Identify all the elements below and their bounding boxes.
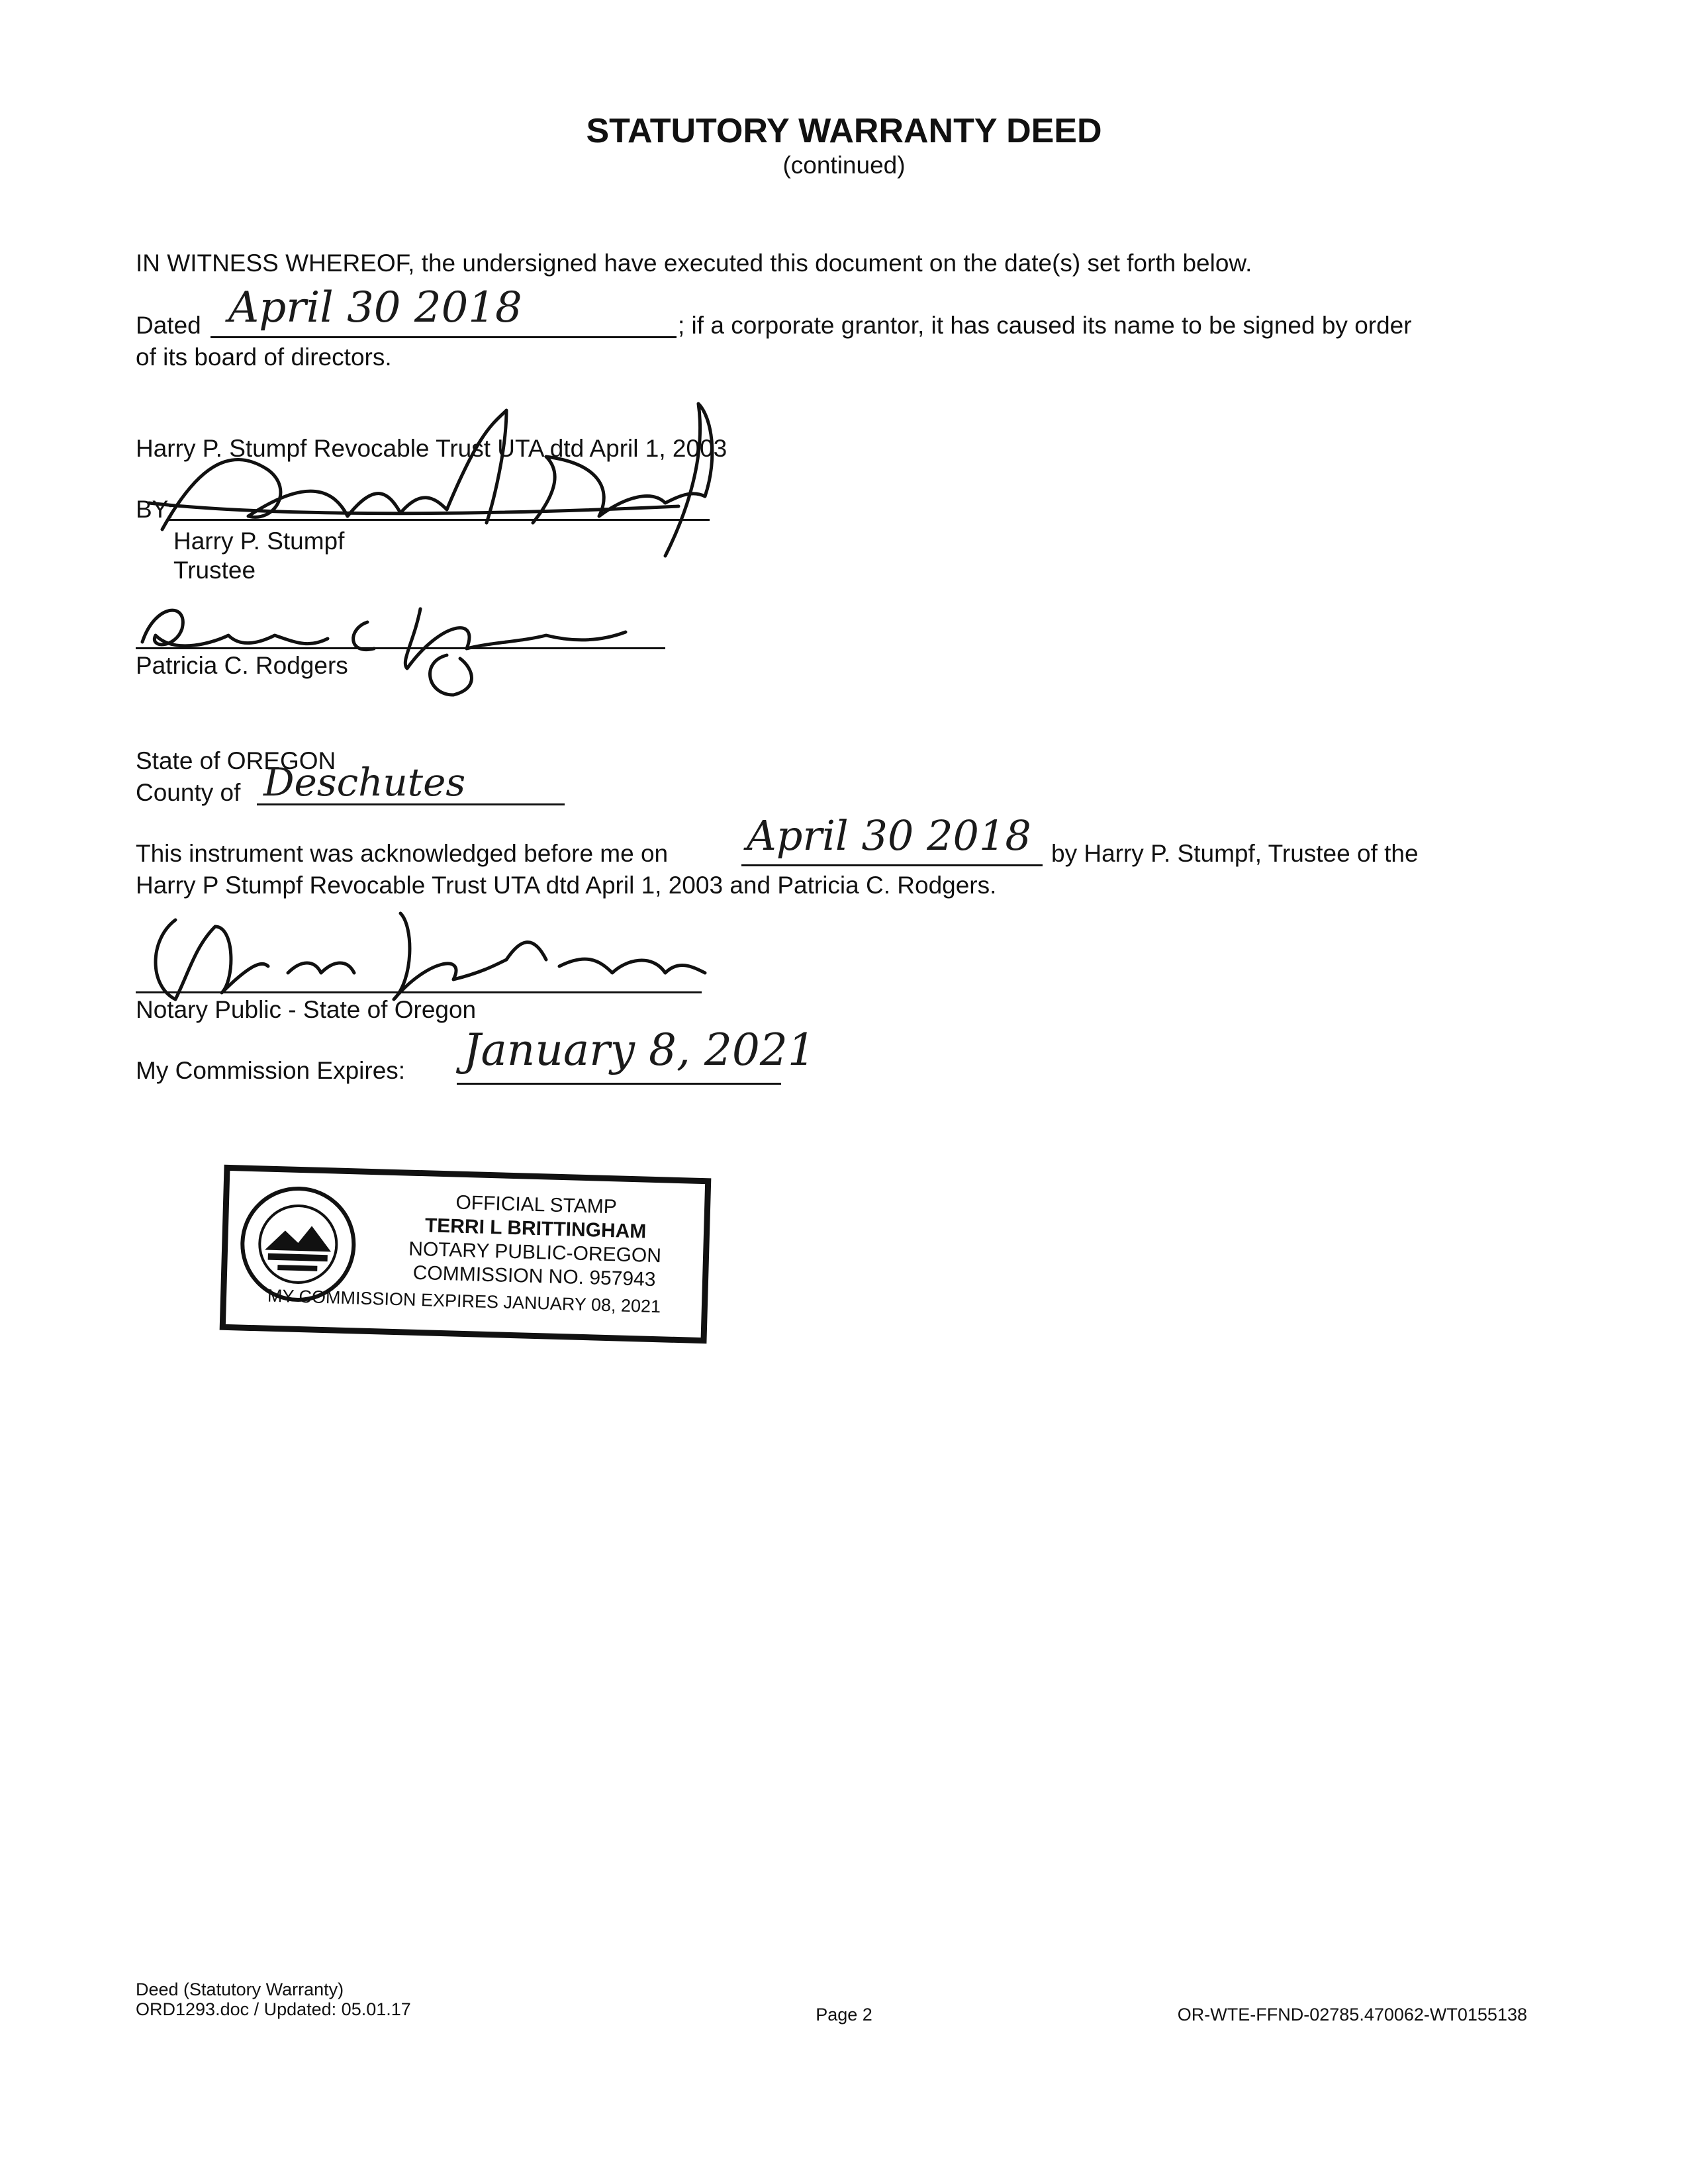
page-subtitle: (continued)	[782, 152, 906, 179]
trustee-title: Trustee	[173, 557, 256, 584]
stamp-line-commission-number: COMMISSION NO. 957943	[412, 1261, 656, 1291]
trust-name: Harry P. Stumpf Revocable Trust UTA dtd April 1, 2003	[136, 435, 727, 462]
dated-label: Dated	[136, 312, 201, 339]
county-label: County of	[136, 779, 241, 806]
stamp-line-notary-public: NOTARY PUBLIC-OREGON	[408, 1238, 662, 1267]
footer-page-number: Page 2	[816, 2005, 872, 2025]
acknowledgment-prefix: This instrument was acknowledged before me on	[136, 840, 669, 867]
footer-document-id: OR-WTE-FFND-02785.470062-WT0155138	[1177, 2005, 1527, 2025]
stamp-line-notary-name: TERRI L BRITTINGHAM	[424, 1214, 647, 1243]
acknowledgment-handwritten-date: April 30 2018	[747, 811, 1031, 860]
second-signatory-line	[136, 647, 665, 649]
notary-label: Notary Public - State of Oregon	[136, 996, 477, 1023]
dated-handwritten-value: April 30 2018	[228, 283, 522, 332]
dated-underline	[211, 336, 677, 338]
notary-signature-line	[136, 991, 702, 993]
commission-expires-label: My Commission Expires:	[136, 1057, 406, 1084]
dated-suffix: ; if a corporate grantor, it has caused its name to be signed by order	[678, 312, 1412, 339]
stamp-line-expiration: MY COMMISSION EXPIRES JANUARY 08, 2021	[267, 1285, 661, 1317]
witness-statement: IN WITNESS WHEREOF, the undersigned have executed this document on the date(s) set forth below.	[136, 250, 1252, 277]
page-title: STATUTORY WARRANTY DEED	[586, 112, 1102, 150]
dated-line2: of its board of directors.	[136, 343, 392, 371]
county-handwritten-value: Deschutes	[263, 760, 466, 805]
acknowledgment-by: by Harry P. Stumpf, Trustee of the	[1051, 840, 1419, 867]
footer-form-name: Deed (Statutory Warranty)	[136, 1979, 344, 1999]
trustee-signature-line	[167, 519, 710, 521]
trustee-name: Harry P. Stumpf	[173, 527, 345, 555]
footer-form-version: ORD1293.doc / Updated: 05.01.17	[136, 1999, 411, 2019]
stamp-line-official: OFFICIAL STAMP	[455, 1191, 618, 1218]
second-signatory-name: Patricia C. Rodgers	[136, 652, 348, 679]
commission-expires-handwritten-value: January 8, 2021	[463, 1024, 816, 1075]
acknowledgment-date-underline	[741, 864, 1043, 866]
state-line: State of OREGON	[136, 747, 336, 774]
official-notary-stamp	[220, 1165, 712, 1343]
commission-expires-underline	[457, 1083, 781, 1085]
by-label: BY:	[136, 496, 174, 523]
acknowledgment-line2: Harry P Stumpf Revocable Trust UTA dtd April 1, 2003 and Patricia C. Rodgers.	[136, 872, 997, 899]
